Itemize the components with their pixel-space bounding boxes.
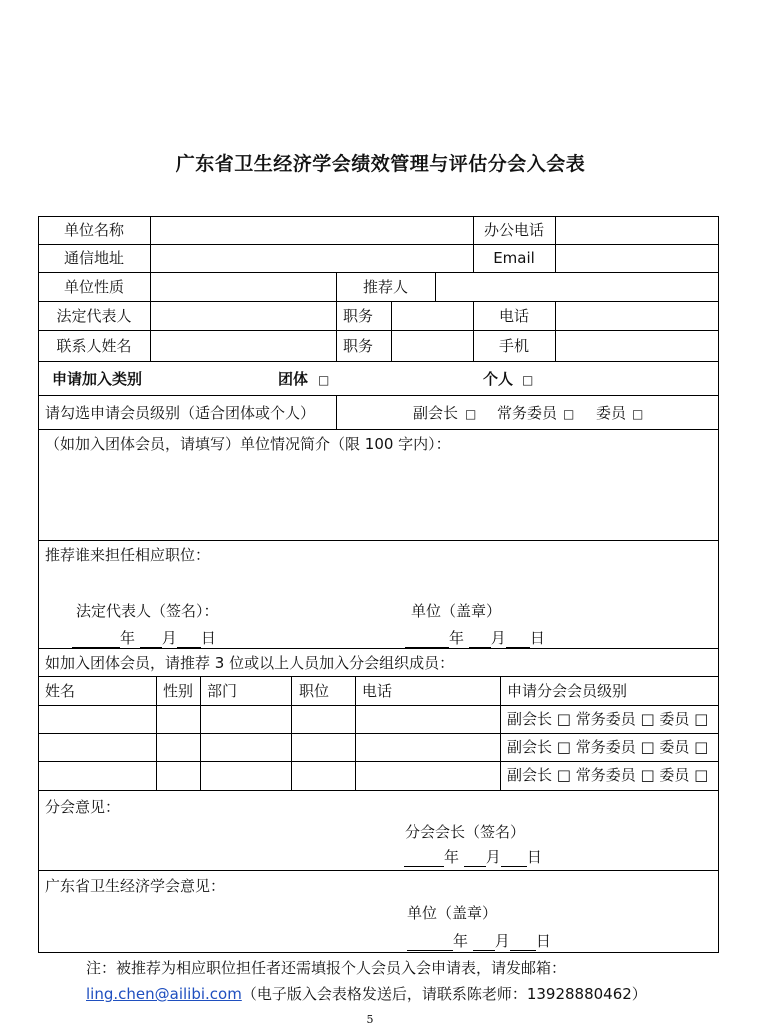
legal-sign-date: 年 月 日: [72, 628, 216, 648]
intro-label: （如加入团体会员，请填写）单位情况简介（限 100 字内）：: [45, 435, 451, 453]
unit-seal-date: 年 月 日: [405, 628, 545, 648]
level-member-label: 委员: [596, 404, 627, 422]
category-individual-label: 个人: [483, 370, 514, 388]
row-divider: [38, 272, 719, 273]
row-divider: [38, 301, 719, 302]
member-level-options[interactable]: 副会长 □ 常务委员 □ 委员 □: [507, 738, 709, 756]
member-gender-field[interactable]: [157, 763, 199, 787]
address-field[interactable]: [151, 246, 472, 270]
legal-rep-field[interactable]: [151, 304, 335, 328]
group-members-label: 如加入团体会员，请推荐 3 位或以上人员加入分会组织成员：: [45, 654, 455, 672]
level-vice-checkbox[interactable]: □: [465, 407, 477, 421]
member-dept-field[interactable]: [201, 735, 290, 759]
unit-name-field[interactable]: [151, 218, 472, 242]
member-gender-field[interactable]: [157, 735, 199, 759]
member-title-field[interactable]: [292, 763, 354, 787]
member-name-field[interactable]: [40, 707, 155, 731]
society-seal-label: 单位（盖章）: [407, 904, 498, 922]
note-line-2: [86, 984, 647, 1004]
intro-textarea[interactable]: [40, 456, 717, 538]
recommend-label: 推荐谁来担任相应职位：: [45, 546, 211, 564]
category-individual-checkbox[interactable]: □: [522, 373, 534, 387]
row-divider: [38, 870, 719, 871]
branch-opinion-label: 分会意见：: [45, 798, 121, 816]
row-divider: [38, 244, 719, 245]
member-gender-field[interactable]: [157, 707, 199, 731]
office-phone-field[interactable]: [556, 218, 717, 242]
phone-label: 电话: [498, 307, 529, 325]
header-name: 姓名: [45, 682, 76, 700]
contact-email-link[interactable]: ling.chen@ailibi.com: [86, 985, 242, 1003]
row-divider: [38, 761, 719, 762]
level-member-checkbox[interactable]: □: [632, 407, 644, 421]
society-opinion-label: 广东省卫生经济学会意见：: [45, 877, 226, 895]
row-divider: [38, 330, 719, 331]
note-contact-text: （电子版入会表格发送后，请联系陈老师：13928880462）: [241, 985, 647, 1003]
member-dept-field[interactable]: [201, 707, 290, 731]
row-divider: [38, 395, 719, 396]
unit-name-label: 单位名称: [63, 221, 124, 239]
recommender-field[interactable]: [436, 275, 717, 299]
member-title-field[interactable]: [292, 707, 354, 731]
email-field[interactable]: [556, 246, 717, 270]
level-standing-checkbox[interactable]: □: [563, 407, 575, 421]
level-standing-label: 常务委员: [497, 404, 558, 422]
member-phone-field[interactable]: [356, 735, 499, 759]
row-divider: [38, 648, 719, 649]
society-opinion-field[interactable]: [40, 897, 717, 901]
member-dept-field[interactable]: [201, 763, 290, 787]
row-divider: [38, 676, 719, 677]
member-level-options[interactable]: 副会长 □ 常务委员 □ 委员 □: [507, 766, 709, 784]
page-number: 5: [366, 1013, 374, 1026]
header-dept: 部门: [207, 682, 238, 700]
member-level-options[interactable]: 副会长 □ 常务委员 □ 委员 □: [507, 710, 709, 728]
note-line-1: 注：被推荐为相应职位担任者还需填报个人会员入会申请表，请发邮箱：: [86, 959, 567, 977]
level-vice-label: 副会长: [413, 404, 459, 422]
branch-sign-date: 年 月 日: [404, 847, 542, 867]
mobile-field[interactable]: [556, 334, 717, 358]
member-phone-field[interactable]: [356, 763, 499, 787]
branch-sign-label: 分会会长（签名）: [405, 823, 526, 841]
email-label: Email: [493, 249, 535, 267]
col-divider: [336, 395, 337, 429]
row-divider: [38, 705, 719, 706]
level-label: 请勾选申请会员级别（适合团体或个人）: [45, 404, 316, 422]
phone-field[interactable]: [556, 304, 717, 328]
row-divider: [38, 429, 719, 430]
branch-opinion-field[interactable]: [40, 818, 717, 840]
legal-sign-label: 法定代表人（签名）：: [76, 602, 219, 620]
unit-nature-label: 单位性质: [63, 278, 124, 296]
form-title: 广东省卫生经济学会绩效管理与评估分会入会表: [175, 153, 586, 175]
legal-rep-position-field[interactable]: [392, 304, 472, 328]
mobile-label: 手机: [498, 337, 529, 355]
header-gender: 性别: [163, 682, 194, 700]
society-seal-date: 年 月 日: [407, 931, 551, 951]
row-divider: [38, 540, 719, 541]
member-phone-field[interactable]: [356, 707, 499, 731]
header-title: 职位: [299, 682, 330, 700]
recommend-field[interactable]: [40, 566, 717, 596]
contact-position-field[interactable]: [392, 334, 472, 358]
unit-seal-label: 单位（盖章）: [411, 602, 502, 620]
row-divider: [38, 733, 719, 734]
contact-position-label: 职务: [343, 337, 374, 355]
category-group-label: 团体: [278, 370, 309, 388]
office-phone-label: 办公电话: [483, 221, 544, 239]
col-divider: [500, 676, 501, 790]
category-group-checkbox[interactable]: □: [318, 373, 330, 387]
member-name-field[interactable]: [40, 763, 155, 787]
header-phone: 电话: [362, 682, 393, 700]
legal-rep-label: 法定代表人: [56, 307, 132, 325]
legal-rep-position-label: 职务: [343, 307, 374, 325]
recommender-label: 推荐人: [362, 278, 408, 296]
member-name-field[interactable]: [40, 735, 155, 759]
row-divider: [38, 361, 719, 362]
member-title-field[interactable]: [292, 735, 354, 759]
unit-nature-field[interactable]: [151, 275, 335, 299]
contact-name-label: 联系人姓名: [56, 337, 132, 355]
row-divider: [38, 790, 719, 791]
category-label: 申请加入类别: [52, 370, 143, 388]
address-label: 通信地址: [63, 249, 124, 267]
contact-name-field[interactable]: [151, 334, 335, 358]
header-level: 申请分会会员级别: [507, 682, 628, 700]
